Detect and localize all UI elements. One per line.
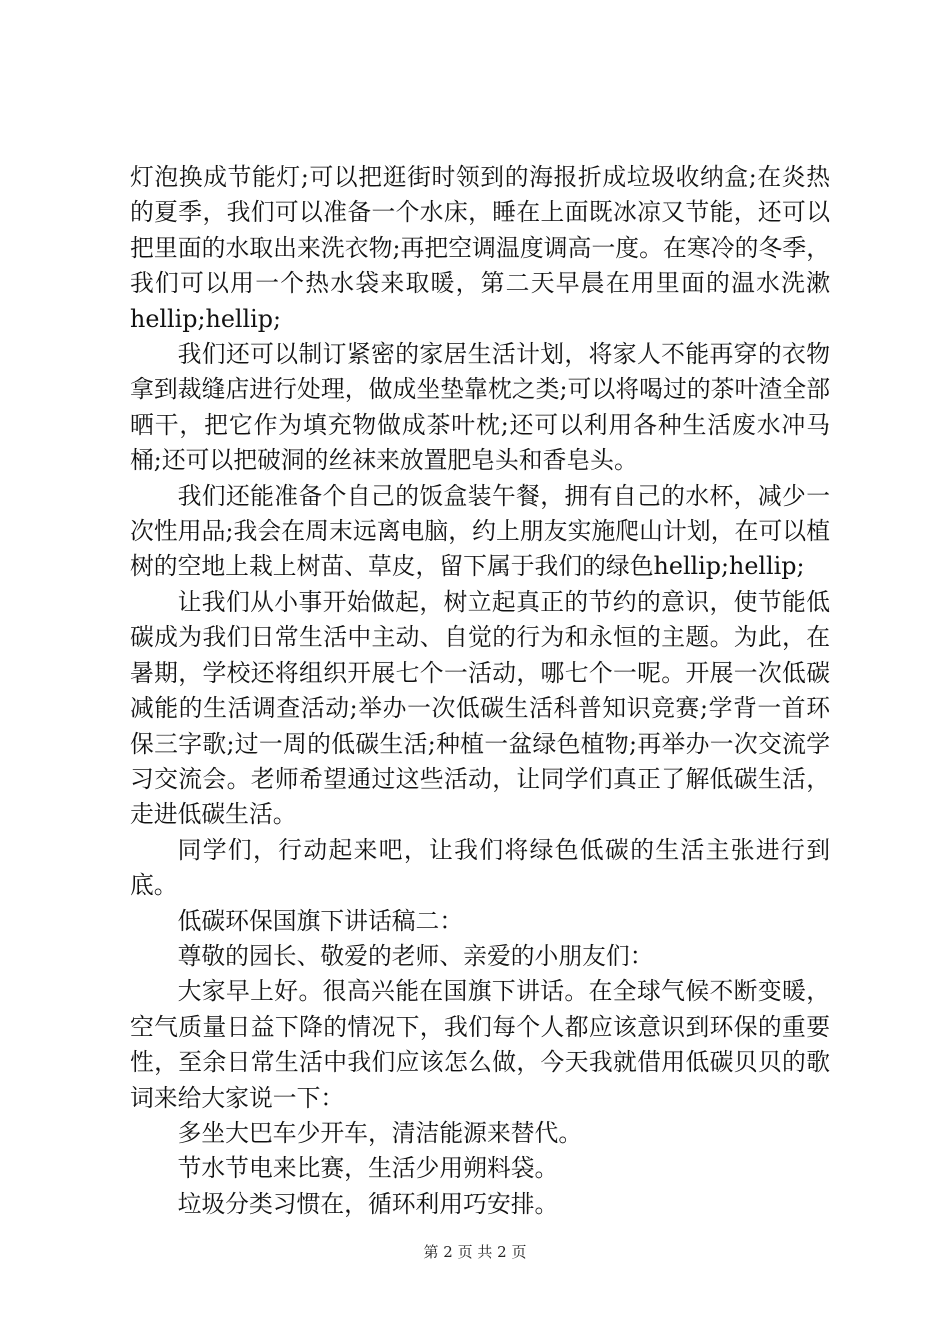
lyric-line-1: 多坐大巴车少开车，清洁能源来替代。 <box>177 1118 583 1147</box>
document-body <box>130 160 830 1222</box>
paragraph-5: 同学们，行动起来吧，让我们将绿色低碳的生活主张进行到底。 <box>130 835 830 900</box>
paragraph-1: 灯泡换成节能灯;可以把逛街时领到的海报折成垃圾收纳盒;在炎热的夏季，我们可以准备一个水床，睡在上面既冰凉又节能，还可以把里面的水取出来洗衣物;再把空调温度调高一度。在寒冷的冬季，我们可以用一个热水袋来取暖，第二天早晨在用里面的温水洗漱hellip;hellip; <box>130 163 830 333</box>
paragraph-4: 让我们从小事开始做起，树立起真正的节约的意识，使节能低碳成为我们日常生活中主动、自觉的行为和永恒的主题。为此，在暑期，学校还将组织开展七个一活动，哪七个一呢。开展一次低碳减能的生活调查活动;举办一次低碳生活科普知识竞赛;学背一首环保三字歌;过一周的低碳生活;种植一盆绿色植物;再举办一次交流学习交流会。老师希望通过这些活动，让同学们真正了解低碳生活，走进低碳生活。 <box>130 587 830 829</box>
section-heading: 低碳环保国旗下讲话稿二： <box>177 906 464 935</box>
salutation: 尊敬的园长、敬爱的老师、亲爱的小朋友们： <box>177 941 654 970</box>
paragraph-6: 大家早上好。很高兴能在国旗下讲话。在全球气候不断变暖，空气质量日益下降的情况下，我们每个人都应该意识到环保的重要性，至余日常生活中我们应该怎么做，今天我就借用低碳贝贝的歌词来给大家说一下： <box>130 977 830 1112</box>
paragraph-2: 我们还可以制订紧密的家居生活计划，将家人不能再穿的衣物拿到裁缝店进行处理，做成坐垫靠枕之类;可以将喝过的茶叶渣全部晒干，把它作为填充物做成茶叶枕;还可以利用各种生活废水冲马桶;还可以把破洞的丝袜来放置肥皂头和香皂头。 <box>130 340 830 475</box>
page-number-footer: 第 2 页 共 2 页 <box>423 1243 527 1261</box>
lyric-line-3: 垃圾分类习惯在，循环利用巧安排。 <box>177 1189 559 1218</box>
lyric-line-2: 节水节电来比赛，生活少用朔料袋。 <box>177 1154 559 1183</box>
paragraph-3: 我们还能准备个自己的饭盒装午餐，拥有自己的水杯，减少一次性用品;我会在周末远离电脑，约上朋友实施爬山计划，在可以植树的空地上栽上树苗、草皮，留下属于我们的绿色hellip;hellip; <box>130 481 830 581</box>
